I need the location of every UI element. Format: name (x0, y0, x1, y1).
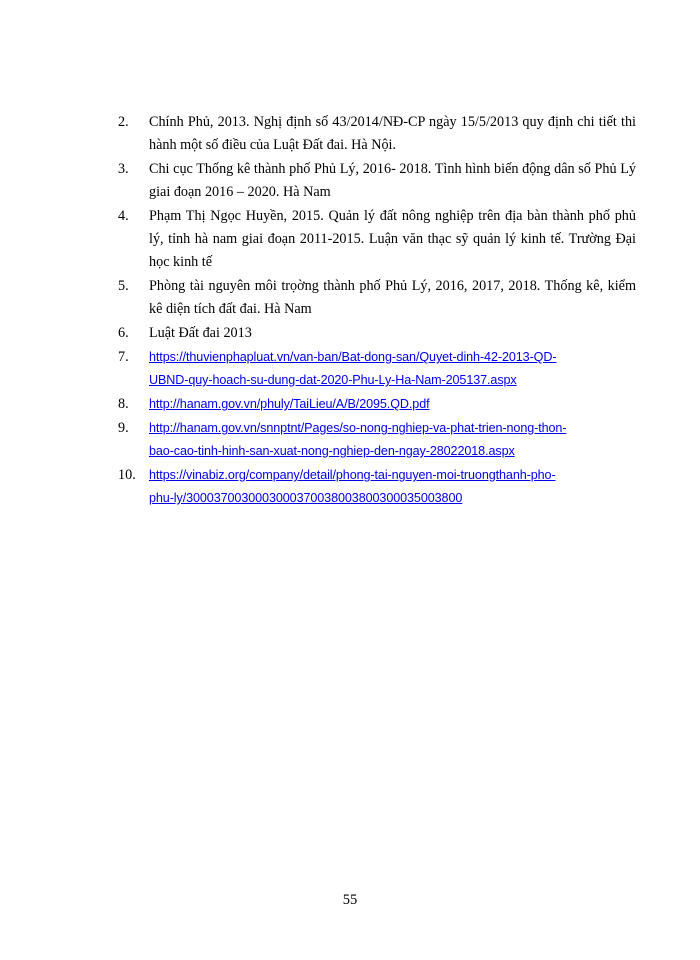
reference-link[interactable]: http://hanam.gov.vn/snnptnt/Pages/so-nong-nghiep-va-phat-trien-nong-thon- (149, 421, 567, 435)
reference-link-wrapper (149, 346, 636, 392)
reference-link-wrapper (149, 417, 636, 463)
reference-number: 10. (118, 467, 136, 483)
reference-text: Phạm Thị Ngọc Huyền, 2015. Quản lý đất nông nghiệp trên địa bàn thành phố phủ lý, tỉnh hà nam giai đoạn 2011-2015. Luận văn thạc sỹ quản lý kinh tế. Trường Đại học kinh tế (149, 208, 636, 270)
reference-text: Phòng tài nguyên môi trọờng thành phố Phủ Lý, 2016, 2017, 2018. Thống kê, kiểm kê diện tích đất đai. Hà Nam (149, 278, 636, 317)
reference-text: Chi cục Thống kê thành phố Phủ Lý, 2016- 2018. Tình hình biến động dân số Phủ Lý giai đoạn 2016 – 2020. Hà Nam (149, 161, 636, 200)
reference-text: Luật Đất đai 2013 (149, 325, 252, 341)
reference-text: Chính Phủ, 2013. Nghị định số 43/2014/NĐ-CP ngày 15/5/2013 quy định chi tiết thi hành một số điều của Luật Đất đai. Hà Nội. (149, 114, 636, 153)
reference-link-wrapper (149, 393, 636, 416)
reference-item-10 (118, 464, 636, 510)
reference-item-3 (118, 158, 636, 204)
reference-link[interactable]: https://vinabiz.org/company/detail/phong-tai-nguyen-moi-truongthanh-pho- (149, 468, 556, 482)
reference-item-6 (118, 322, 636, 345)
reference-item-7 (118, 346, 636, 392)
reference-item-2 (118, 111, 636, 157)
reference-list (118, 111, 636, 511)
page-number: 55 (342, 892, 358, 908)
reference-link-continued[interactable]: UBND-quy-hoach-su-dung-dat-2020-Phu-Ly-Ha-Nam-205137.aspx (149, 373, 517, 387)
reference-number: 4. (118, 208, 129, 224)
reference-number: 8. (118, 396, 129, 412)
reference-item-4 (118, 205, 636, 274)
reference-link-continued[interactable]: bao-cao-tinh-hinh-san-xuat-nong-nghiep-den-ngay-28022018.aspx (149, 444, 515, 458)
reference-link[interactable]: https://thuvienphapluat.vn/van-ban/Bat-dong-san/Quyet-dinh-42-2013-QD- (149, 350, 557, 364)
reference-item-9 (118, 417, 636, 463)
reference-number: 3. (118, 161, 129, 177)
reference-link-wrapper (149, 464, 636, 510)
reference-number: 7. (118, 349, 129, 365)
reference-number: 2. (118, 114, 129, 130)
reference-number: 5. (118, 278, 129, 294)
reference-number: 9. (118, 420, 129, 436)
reference-item-5 (118, 275, 636, 321)
reference-item-8 (118, 393, 636, 416)
reference-number: 6. (118, 325, 129, 341)
reference-link[interactable]: http://hanam.gov.vn/phuly/TaiLieu/A/B/2095.QD.pdf (149, 397, 430, 411)
reference-link-continued[interactable]: phu-ly/3000370030003000370038003800300035003800 (149, 491, 463, 505)
